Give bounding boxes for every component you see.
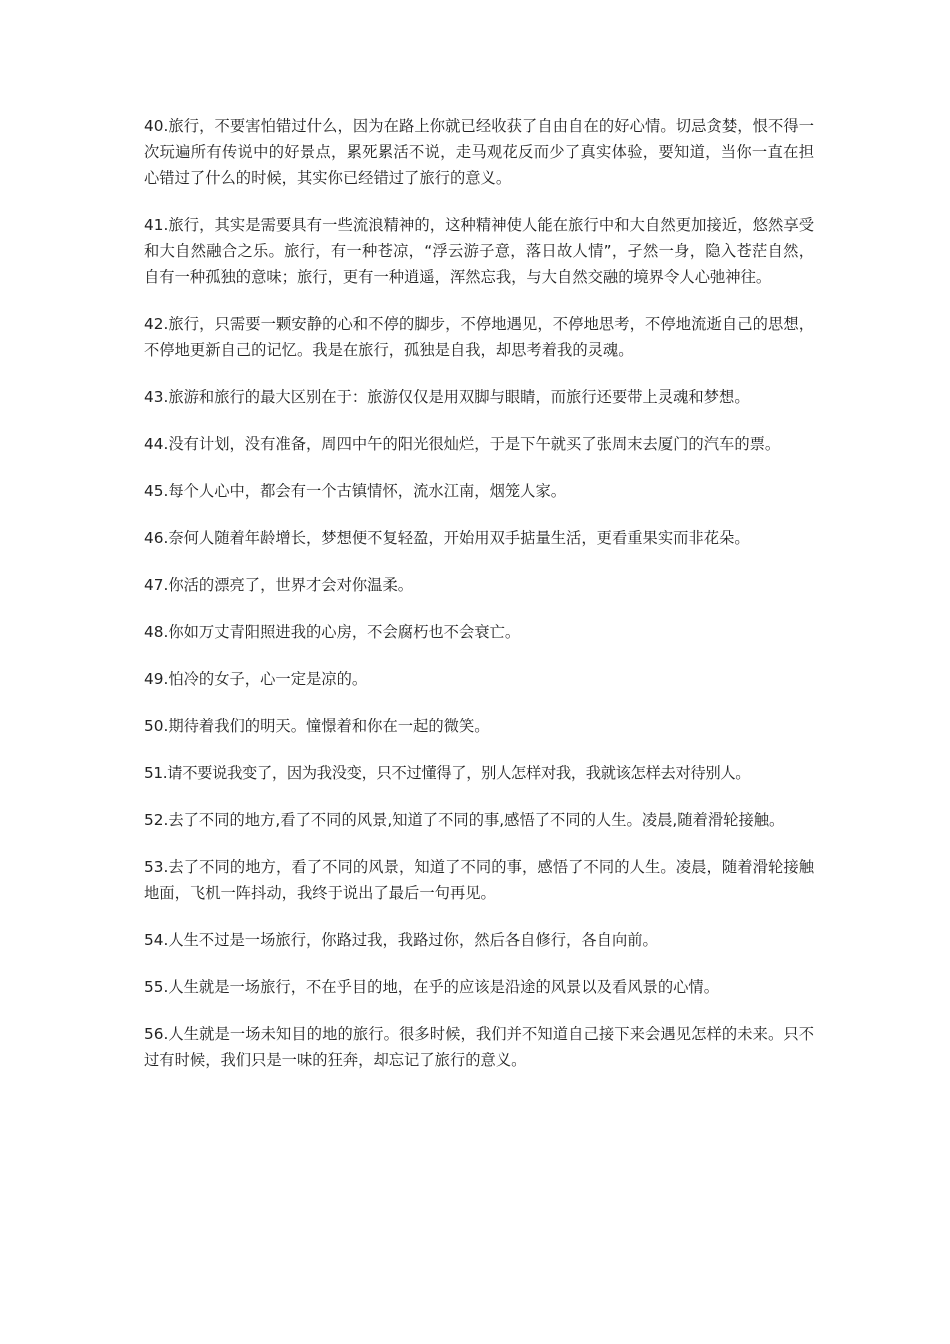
quote-paragraph-45: 45.每个人心中，都会有一个古镇情怀，流水江南，烟笼人家。 (144, 482, 567, 500)
quote-paragraph-41: 41.旅行，其实是需要具有一些流浪精神的，这种精神使人能在旅行中和大自然更加接近，悠然享受和大自然融合之乐。旅行，有一种苍凉，“浮云游子意，落日故人情”，孑然一身，隐入苍茫自然，自有一种孤独的意味；旅行，更有一种逍遥，浑然忘我，与大自然交融的境界令人心弛神往。 (144, 216, 814, 286)
quote-paragraph-50: 50.期待着我们的明天。憧憬着和你在一起的微笑。 (144, 717, 490, 735)
quote-paragraph-49: 49.怕冷的女子，心一定是凉的。 (144, 670, 368, 688)
document-body (144, 113, 814, 1094)
quote-paragraph-52: 52.去了不同的地方,看了不同的风景,知道了不同的事,感悟了不同的人生。凌晨,随着滑轮接触。 (144, 811, 785, 829)
quote-paragraph-40: 40.旅行，不要害怕错过什么，因为在路上你就已经收获了自由自在的好心情。切忌贪婪，恨不得一次玩遍所有传说中的好景点，累死累活不说，走马观花反而少了真实体验，要知道，当你一直在担心错过了什么的时候，其实你已经错过了旅行的意义。 (144, 117, 814, 187)
quote-paragraph-55: 55.人生就是一场旅行，不在乎目的地，在乎的应该是沿途的风景以及看风景的心情。 (144, 978, 720, 996)
quote-paragraph-47: 47.你活的漂亮了，世界才会对你温柔。 (144, 576, 414, 594)
quote-paragraph-43: 43.旅游和旅行的最大区别在于：旅游仅仅是用双脚与眼睛，而旅行还要带上灵魂和梦想。 (144, 388, 750, 406)
quote-paragraph-48: 48.你如万丈青阳照进我的心房，不会腐朽也不会衰亡。 (144, 623, 521, 641)
quote-paragraph-46: 46.奈何人随着年龄增长，梦想便不复轻盈，开始用双手掂量生活，更看重果实而非花朵。 (144, 529, 750, 547)
quote-paragraph-44: 44.没有计划，没有准备，周四中午的阳光很灿烂，于是下午就买了张周末去厦门的汽车的票。 (144, 435, 781, 453)
quote-paragraph-53: 53.去了不同的地方，看了不同的风景，知道了不同的事，感悟了不同的人生。凌晨，随着滑轮接触地面，飞机一阵抖动，我终于说出了最后一句再见。 (144, 858, 814, 902)
quote-paragraph-51: 51.请不要说我变了，因为我没变，只不过懂得了，别人怎样对我，我就该怎样去对待别人。 (144, 764, 751, 782)
quote-paragraph-42: 42.旅行，只需要一颗安静的心和不停的脚步，不停地遇见，不停地思考，不停地流逝自己的思想，不停地更新自己的记忆。我是在旅行，孤独是自我，却思考着我的灵魂。 (144, 315, 814, 359)
quote-paragraph-54: 54.人生不过是一场旅行，你路过我，我路过你，然后各自修行，各自向前。 (144, 931, 658, 949)
quote-paragraph-56: 56.人生就是一场未知目的地的旅行。很多时候，我们并不知道自己接下来会遇见怎样的未来。只不过有时候，我们只是一味的狂奔，却忘记了旅行的意义。 (144, 1025, 814, 1069)
